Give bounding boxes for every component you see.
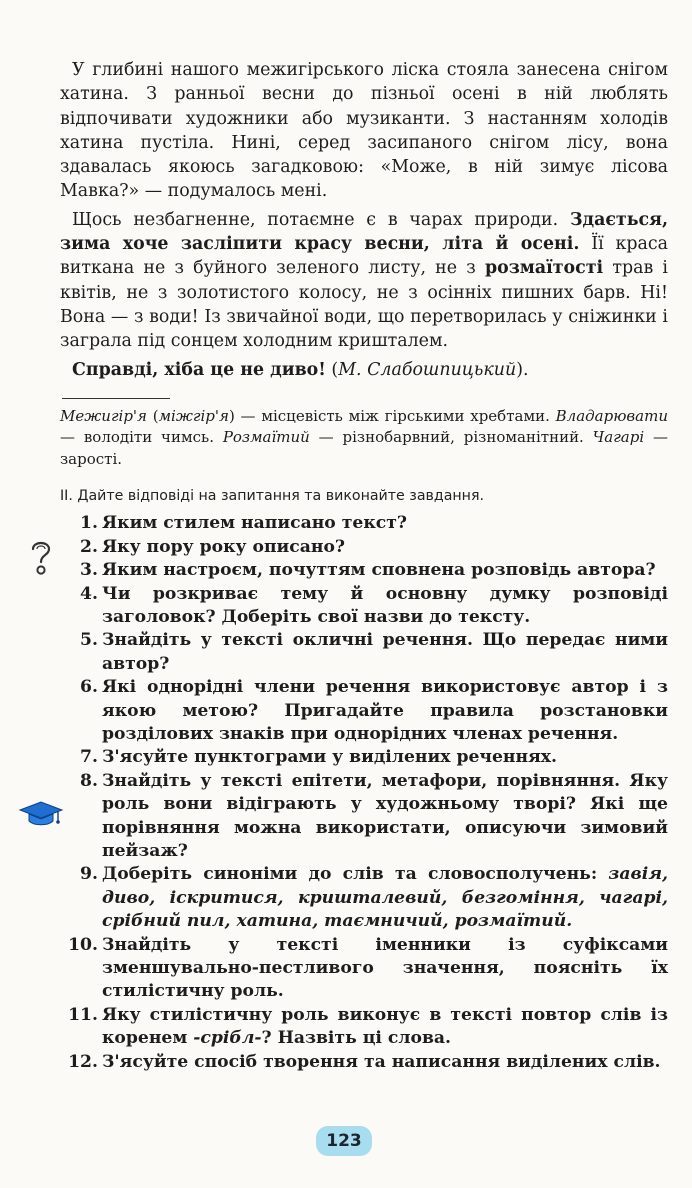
task-number: 8. — [80, 770, 98, 791]
footnote-divider — [62, 398, 170, 399]
question-mark-icon — [28, 538, 54, 580]
paragraph-2 — [60, 208, 668, 354]
p3-paren-open: ( — [325, 359, 339, 380]
task-number: 6. — [80, 677, 98, 698]
task-text: Знайдіть у тексті іменники із суфіксами зменшувально-пестливого значення, поясніть їх стилістичну роль. — [102, 934, 668, 1002]
task-list — [60, 512, 668, 1074]
task-italic-root: -срібл- — [193, 1028, 262, 1049]
task-number: 3. — [80, 560, 98, 581]
task-item-9 — [60, 863, 668, 933]
p2-part-e: трав і квітів, не з золотистого колосу, не з осінніх пишних барв. Ні! Вона — з води! Із звичайної води, що перетворилась у сніжинки і заграла під сонцем холодним кришталем. — [60, 258, 668, 352]
task-number: 4. — [80, 583, 98, 604]
task-text: Яким стилем написано текст? — [102, 513, 407, 534]
task-item-7 — [60, 746, 668, 769]
paragraph-3 — [60, 358, 668, 382]
footnote-word-1: Межигір'я — [60, 406, 147, 425]
task-text: Які однорідні члени речення використовує автор і з якою метою? Пригадайте правила розстановки розділових знаків при однорідних членах речення. — [102, 677, 668, 745]
page-content — [60, 58, 668, 1074]
footnote — [60, 406, 668, 471]
page-number: 123 — [316, 1126, 372, 1156]
task-number: 5. — [80, 630, 98, 651]
task-item-4 — [60, 583, 668, 630]
task-number: 7. — [80, 747, 98, 768]
task-number: 10. — [68, 934, 98, 955]
footnote-word-4: Чагарі — [592, 428, 645, 447]
footnote-word-2: Владарювати — [555, 406, 668, 425]
p2-highlighted-word: розмаїтості — [484, 258, 604, 279]
task-text: Знайдіть у тексті окличні речення. Що передає ними автор? — [102, 630, 668, 674]
task-text: Яким настроєм, почуттям сповнена розповідь автора? — [102, 560, 656, 581]
task-item-11 — [60, 1004, 668, 1051]
tasks-heading: II. Дайте відповіді на запитання та виконайте завдання. — [60, 488, 484, 505]
task-text: Чи розкриває тему й основну думку розповіді заголовок? Доберіть свої назви до тексту. — [102, 583, 668, 627]
footnote-def-3: — різнобарвний, різноманітний. — [309, 428, 593, 447]
task-item-3 — [60, 559, 668, 582]
footnote-def-4: — зарості. — [60, 428, 668, 468]
footnote-word-3: Розмаїтий — [222, 428, 310, 447]
footnote-def-1: ) — місцевість між гірськими хребтами. — [228, 406, 556, 425]
footnote-gloss-open: ( — [146, 406, 159, 425]
task-item-1 — [60, 512, 668, 535]
task-text: З'ясуйте пунктограми у виділених реченнях. — [102, 747, 558, 768]
task-text: Знайдіть у тексті епітети, метафори, порівняння. Яку роль вони відіграють у художньому творі? Які ще порівняння можна використати, описуючи зимовий пейзаж? — [102, 770, 668, 862]
task-text: Яку пору року описано? — [102, 536, 345, 557]
task-number: 9. — [80, 864, 98, 885]
graduation-cap-icon — [18, 799, 64, 827]
task-text: Яку стилістичну роль виконує в тексті повтор слів із коренем — [102, 1004, 668, 1049]
task-number: 2. — [80, 536, 98, 557]
task-number: 11. — [68, 1004, 98, 1025]
footnote-def-2: — володіти чимсь. — [60, 428, 223, 447]
p2-part-a: Щось незбагненне, потаємне є в чарах природи. — [72, 209, 570, 230]
author-name: М. Слабошпицький — [338, 359, 517, 380]
task-text: З'ясуйте спосіб творення та написання виділених слів. — [102, 1051, 661, 1072]
task-item-5 — [60, 629, 668, 676]
task-item-12 — [60, 1051, 668, 1074]
task-text-end: ? Назвіть ці слова. — [261, 1028, 452, 1049]
task-number: 1. — [80, 513, 98, 534]
task-item-6 — [60, 676, 668, 746]
task-item-10 — [60, 934, 668, 1004]
task-number: 12. — [68, 1051, 98, 1072]
task-italic-words: завія, диво, іскритися, кришталевий, безгоміння, чагарі, срібний пил, хатина, таємничий, розмаїтий. — [102, 864, 668, 932]
p3-paren-close: ). — [516, 359, 529, 380]
p2-part-c: Її краса виткана не з буйного зеленого листу, не з — [60, 234, 668, 279]
p3-highlighted-sentence: Справді, хіба це не диво! — [72, 359, 326, 380]
paragraph-1: У глибині нашого межигірського ліска стояла занесена снігом хатина. З ранньої весни до пізньої осені в ній люблять відпочивати художники або музиканти. З настанням холодів хатина пустіла. Нині, серед засипаного снігом лісу, вона здавалась якоюсь загадковою: «Може, в ній зимує лісова Мавка?» — подумалось мені. — [60, 60, 668, 202]
task-item-2 — [60, 536, 668, 559]
task-text: Доберіть синоніми до слів та словосполучень: — [102, 864, 609, 885]
task-item-8 — [60, 770, 668, 864]
footnote-synonym-1: міжгір'я — [158, 406, 229, 425]
p2-highlighted-sentence: Здається, зима хоче засліпити красу весни, літа й осені. — [60, 209, 668, 255]
